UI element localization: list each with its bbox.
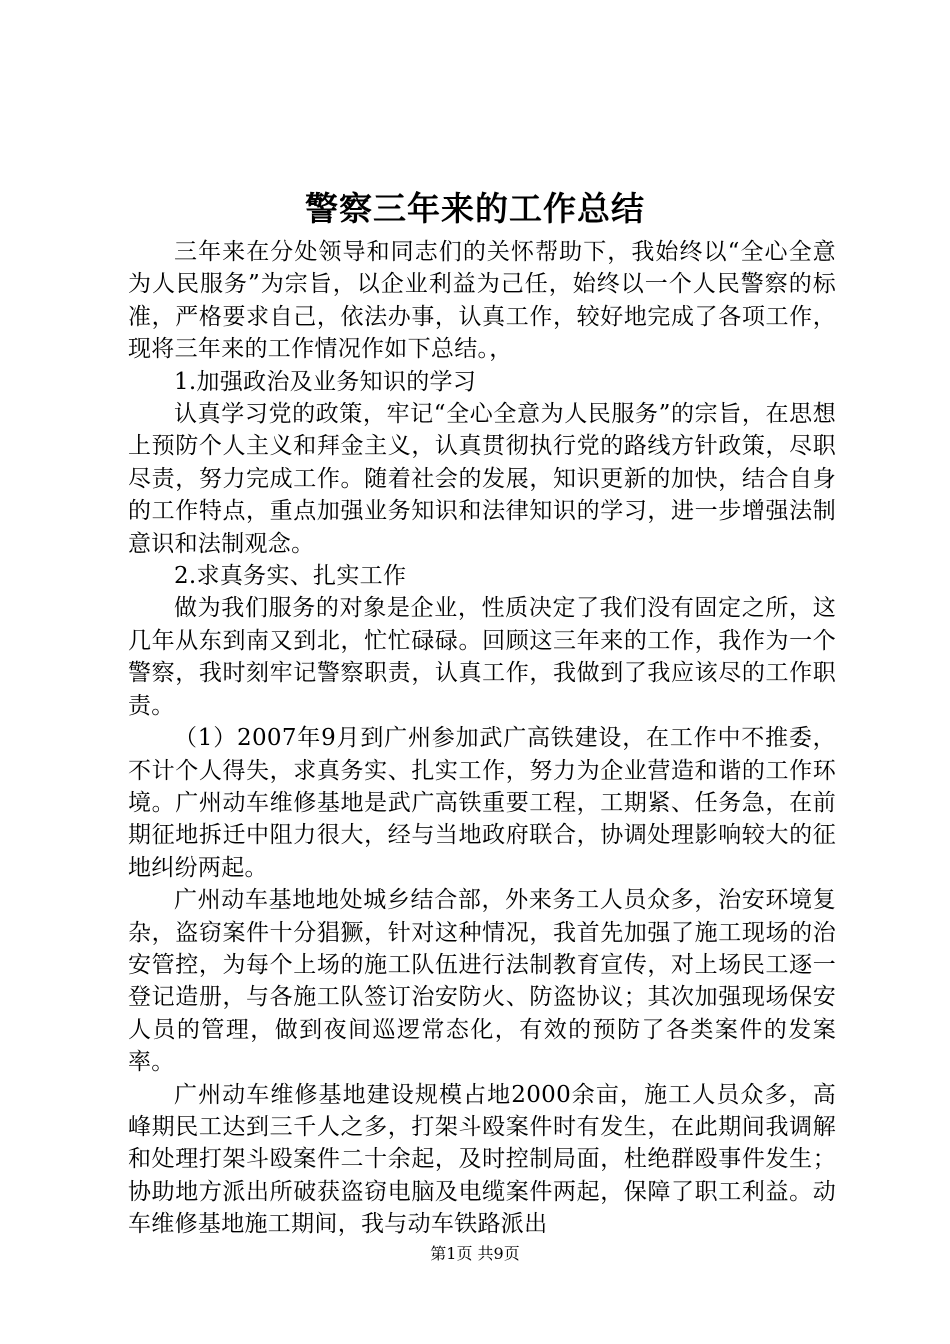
paragraph-mediation: 广州动车维修基地建设规模占地2000余亩，施工人员众多，高峰期民工达到三千人之多，打架斗殴案件时有发生，在此期间我调解和处理打架斗殴案件二十余起，及时控制局面，杜绝群殴事件发生；协助地方派出所破获盗窃电脑及电缆案件两起，保障了职工利益。动车维修基地施工期间，我与动车铁路派出	[128, 1081, 836, 1238]
paragraph-security: 广州动车基地地处城乡结合部，外来务工人员众多，治安环境复杂，盗窃案件十分猖獗，针对这种情况，我首先加强了施工现场的治安管控，为每个上场的施工队伍进行法制教育宣传，对上场民工逐一登记造册，与各施工队签订治安防火、防盗协议；其次加强现场保安人员的管理，做到夜间巡逻常态化，有效的预防了各类案件的发案率。	[128, 887, 836, 1076]
paragraph-study: 认真学习党的政策，牢记“全心全意为人民服务”的宗旨，在思想上预防个人主义和拜金主义，认真贯彻执行党的路线方针政策，尽职尽责，努力完成工作。随着社会的发展，知识更新的加快，结合自身的工作特点，重点加强业务知识和法律知识的学习，进一步增强法制意识和法制观念。	[128, 401, 836, 557]
paragraph-service: 做为我们服务的对象是企业，性质决定了我们没有固定之所，这几年从东到南又到北，忙忙碌碌。回顾这三年来的工作，我作为一个警察，我时刻牢记警察职责，认真工作，我做到了我应该尽的工作职责。	[128, 595, 836, 719]
page-footer: 第1页 共9页	[430, 1244, 520, 1263]
document-body	[128, 236, 836, 1241]
page-title: 警察三年来的工作总结	[305, 189, 645, 228]
section-heading-1: 1.加强政治及业务知识的学习	[174, 368, 477, 395]
paragraph-item-1: （1）2007年9月到广州参加武广高铁建设，在工作中不推委，不计个人得失，求真务实、扎实工作，努力为企业营造和谐的工作环境。广州动车维修基地是武广高铁重要工程，工期紧、任务急，在前期征地拆迁中阻力很大，经与当地政府联合，协调处理影响较大的征地纠纷两起。	[128, 725, 836, 881]
section-heading-2: 2.求真务实、扎实工作	[174, 563, 407, 590]
paragraph-intro: 三年来在分处领导和同志们的关怀帮助下，我始终以“全心全意为人民服务”为宗旨，以企业利益为己任，始终以一个人民警察的标准，严格要求自己，依法办事，认真工作，较好地完成了各项工作，现将三年来的工作情况作如下总结。，	[128, 239, 836, 363]
